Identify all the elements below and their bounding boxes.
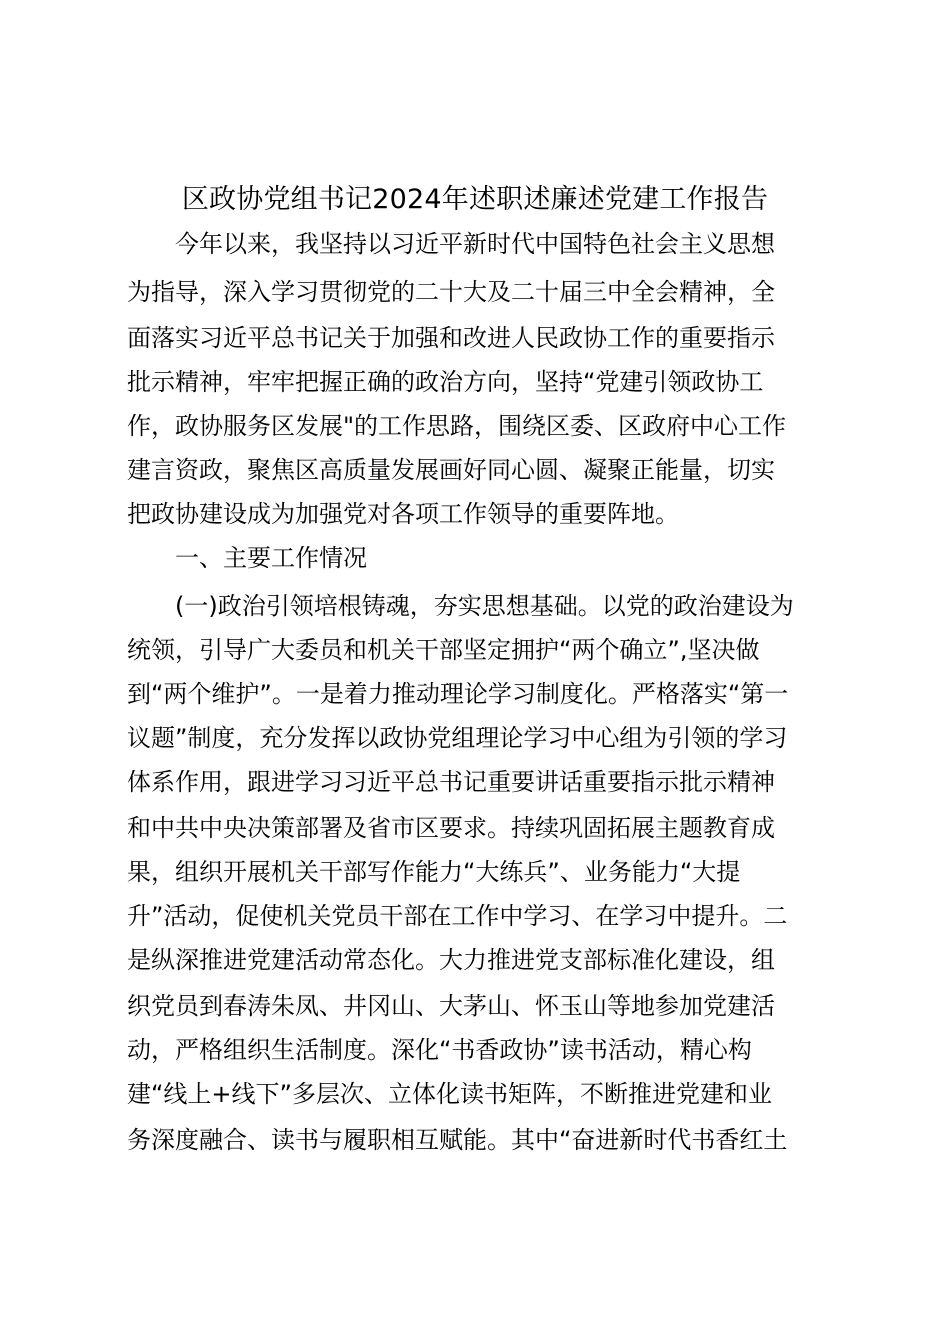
- body-line: 动，严格组织生活制度。深化“书香政协”读书活动，精心构: [127, 1036, 752, 1064]
- body-line: 升”活动，促使机关党员干部在工作中学习、在学习中提升。二: [127, 902, 788, 930]
- body-line: 统领，引导广大委员和机关干部坚定拥护“两个确立”,坚决做: [127, 636, 760, 664]
- body-line: 果，组织开展机关干部写作能力“大练兵”、业务能力“大提: [127, 858, 741, 886]
- body-line: 批示精神，牢牢把握正确的政治方向，坚持“党建引领政协工: [127, 368, 764, 396]
- body-line: 作，政协服务区发展"的工作思路，围绕区委、区政府中心工作: [127, 412, 787, 440]
- document-title: 区政协党组书记2024年述职述廉述党建工作报告: [181, 184, 769, 215]
- body-line: 是纵深推进党建活动常态化。大力推进党支部标准化建设，组: [127, 946, 775, 974]
- body-line: 体系作用，跟进学习习近平总书记重要讲话重要指示批示精神: [127, 768, 775, 796]
- body-line: 建“线上+线下”多层次、立体化读书矩阵，不断推进党建和业: [127, 1080, 772, 1108]
- body-line: 建言资政，聚焦区高质量发展画好同心圆、凝聚正能量，切实: [127, 456, 775, 484]
- body-line: 把政协建设成为加强党对各项工作领导的重要阵地。: [127, 500, 679, 528]
- body-line: 到“两个维护”。一是着力推动理论学习制度化。严格落实“第一: [127, 680, 789, 708]
- body-line: (一)政治引领培根铸魂，夯实思想基础。以党的政治建设为: [127, 592, 794, 620]
- body-line: 务深度融合、读书与履职相互赋能。其中“奋进新时代书香红土: [127, 1126, 788, 1154]
- body-line: 议题”制度，充分发挥以政协党组理论学习中心组为引领的学习: [127, 724, 788, 752]
- body-line: 和中共中央决策部署及省市区要求。持续巩固拓展主题教育成: [127, 814, 775, 842]
- body-line: 为指导，深入学习贯彻党的二十大及二十届三中全会精神，全: [127, 278, 775, 306]
- body-line: 今年以来，我坚持以习近平新时代中国特色社会主义思想: [127, 230, 775, 258]
- body-line: 面落实习近平总书记关于加强和改进人民政协工作的重要指示: [127, 324, 775, 352]
- body-line: 织党员到春涛朱凤、井冈山、大茅山、怀玉山等地参加党建活: [127, 992, 775, 1020]
- section-heading: 一、主要工作情况: [127, 544, 367, 572]
